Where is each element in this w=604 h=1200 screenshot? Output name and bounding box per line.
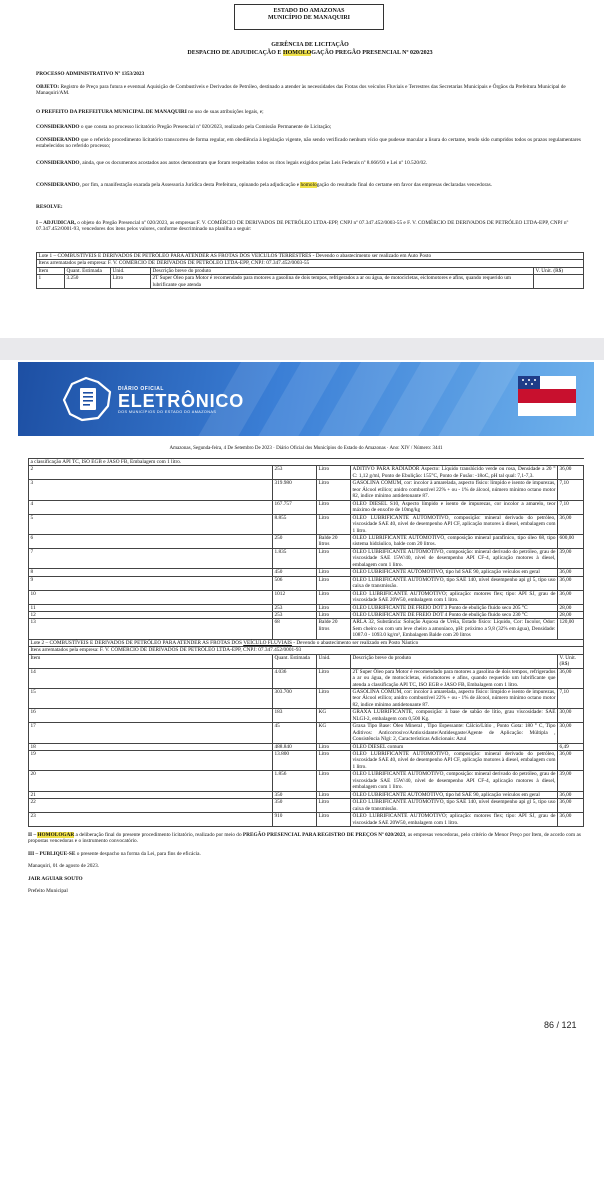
table-row xyxy=(29,751,584,771)
lote2-cell: 21 xyxy=(29,791,273,798)
lote2-cell: 36,00 xyxy=(558,813,584,827)
lote1-cell: 8.855 xyxy=(273,514,317,534)
lote2-cell: 30,00 xyxy=(558,723,584,743)
lote2-cell: Litro xyxy=(317,799,351,813)
lote1-cell: 36,00 xyxy=(558,569,584,576)
lote2-cell: 350 xyxy=(273,791,317,798)
lote1-cell: 7,10 xyxy=(558,500,584,514)
lote2-cell: Litro xyxy=(317,668,351,688)
lote1-cell: ÓLEO LUBRIFICANTE DE FREIO DOT 3 Ponto de ebulição fluido seco 205 °C xyxy=(351,604,558,611)
col-quant: Quant. Estimada xyxy=(65,267,111,274)
lote1-cell: 250 xyxy=(273,534,317,548)
lote2-cell: 183 xyxy=(273,709,317,723)
page-indicator: 86 / 121 xyxy=(544,1020,577,1030)
lote2-cell: Litro xyxy=(317,688,351,708)
lote1-cell: 7,10 xyxy=(558,480,584,500)
municipality-name: MUNICÍPIO DE MANAQUIRI xyxy=(268,15,350,22)
col-descricao-2: Descrição breve do produto xyxy=(351,654,558,668)
lote1-cell: 2 xyxy=(29,466,273,480)
table-row xyxy=(29,480,584,500)
table-row xyxy=(29,688,584,708)
col-unid: Unid. xyxy=(111,267,151,274)
lote1-cell: ÓLEO LUBRIFICANTE AUTOMOTIVO, tipo SAE 140, nível desempenho api gl 5, tipo uso caixa de transmissão. xyxy=(352,576,556,590)
lote2-cell: 15 xyxy=(29,688,273,708)
dateline: Amazonas, Segunda-feira, 4 De Setembro De 2023 · Diário Oficial dos Municípios do Estado do Amazonas · Ano: XIV / Número: 3441 xyxy=(169,446,443,451)
lote2-cell: 16 xyxy=(29,709,273,723)
considerando-2: CONSIDERANDO que o referido procedimento licitatório transcorreu de forma regular, em obediência à legislação vigente, não sendo verificado nenhum vício que pudesse macular a lisura do certame, tendo sido cumpridos todos os prazos regulamentares estabelecidos no referido processo; xyxy=(36,137,581,150)
lote1-cell: Litro xyxy=(317,590,351,604)
lote2-cell: 45 xyxy=(273,723,317,743)
table-row xyxy=(29,604,584,611)
lote1-cell: 68 xyxy=(273,619,317,639)
lote2-cell: 14 xyxy=(29,668,273,688)
lote2-cell: Litro xyxy=(317,813,351,827)
lote2-cell: 910 xyxy=(273,813,317,827)
lote1-cell: 600,00 xyxy=(558,534,584,548)
banner-title: ELETRÔNICO xyxy=(118,391,245,412)
page-gap xyxy=(0,338,604,360)
lote1-cell: 167.757 xyxy=(273,500,317,514)
lote2-cell: ÓLEO LUBRIFICANTE AUTOMOTIVO; aplicação: motores flex; tipo: API SJ, grau de viscosidade SAE 20W50, embalagem com 1 litro. xyxy=(352,813,556,826)
lote1-cell: 28,00 xyxy=(558,611,584,618)
lote2-cell: KG xyxy=(317,709,351,723)
lote1-cell: 319.980 xyxy=(273,480,317,500)
lote1-cell: Litro xyxy=(317,548,351,568)
lote2-cell: 39,00 xyxy=(558,771,584,791)
considerando-1: CONSIDERANDO o que consta no processo licitatório Pregão Presencial nº 020/2023, realizado pela Comissão Permanente de Licitação; xyxy=(36,124,332,130)
state-header-box xyxy=(234,4,384,30)
lote1-cell: 3 xyxy=(29,480,273,500)
lote1-cell: 36,00 xyxy=(558,576,584,590)
lote1-cell: 9 xyxy=(29,576,273,590)
lote1-cell: 450 xyxy=(273,569,317,576)
table-row xyxy=(29,590,584,604)
lote2-cell: Litro xyxy=(317,791,351,798)
lote1-cell: 12 xyxy=(29,611,273,618)
gerencia-title: GERÊNCIA DE LICITAÇÃO xyxy=(271,42,349,48)
table-row xyxy=(29,569,584,576)
lote1-cell: 7 xyxy=(29,548,273,568)
lote1-cell: ÓLEO LUBRIFICANTE AUTOMOTIVO, tipo hd SAE 90, aplicação veículos em geral xyxy=(351,569,558,576)
lote2-cell: Litro xyxy=(317,743,351,750)
lote1-cell: 1012 xyxy=(273,590,317,604)
objeto-paragraph: OBJETO: Registro de Preço para futura e eventual Aquisição de Combustíveis e Derivados de Petróleo, destinado a atender às necessidades das Frotas dos veículos Fluviais e Terrestres das Secretarias Municipais e Órgãos da Prefeitura Municipal de Manaquiri/AM. xyxy=(36,84,566,97)
signer-name: JAIR AGUIAR SOUTO xyxy=(28,875,83,882)
despacho-title: DESPACHO DE ADJUDICAÇÃO E HOMOLOGAÇÃO PREGÃO PRESENCIAL Nº 020/2023 xyxy=(187,50,433,56)
banner-subtitle: DOS MUNICÍPIOS DO ESTADO DO AMAZONAS xyxy=(118,410,217,415)
lote1-cell: 39,00 xyxy=(558,548,584,568)
table-row xyxy=(29,500,584,514)
lote2-cell: 1.856 xyxy=(273,771,317,791)
lote1-cell: 253 xyxy=(273,604,317,611)
homologar-paragraph: II – HOMOLOGAR a deliberação final do presente procedimento licitatório, realizado por meio do PREGÃO PRESENCIAL PARA REGISTRO DE PREÇOS Nº 020/2023, as empresas vencedoras, pelo critério de Menor Preço por Item, de acordo com as propostas vencedoras e o instrumento convocatório. xyxy=(28,832,581,845)
lote1-cell: 5 xyxy=(29,514,273,534)
lote2-cell: KG xyxy=(317,723,351,743)
document-page-1 xyxy=(30,0,590,338)
table-row xyxy=(29,619,584,639)
lote1-empresa: Itens arrematados pela empresa: F. V. COMÉRCIO DE DERIVADOS DE PETRÓLEO LTDA-EPP, CNPJ: 07.347.452/0003-55 xyxy=(37,260,584,267)
lote2-cell: 36,00 xyxy=(558,751,584,771)
col-descricao: Descrição breve do produto xyxy=(151,267,534,274)
local-date: Manaquiri, 01 de agosto de 2023. xyxy=(28,863,100,870)
lote1-cell: 253 xyxy=(273,466,317,480)
table-row xyxy=(29,668,584,688)
processo-number: PROCESSO ADMINISTRATIVO Nº 1353/2023 xyxy=(36,71,145,77)
prefeito-paragraph: O PREFEITO DA PREFEITURA MUNICIPAL DE MANAQUIRI no uso de suas atribuições legais, e; xyxy=(36,109,264,115)
lote2-cell: Litro xyxy=(317,771,351,791)
state-name: ESTADO DO AMAZONAS xyxy=(273,8,345,14)
table-row xyxy=(29,709,584,723)
table-row xyxy=(29,743,584,750)
lote1-cell: 13 xyxy=(29,619,273,639)
lote1-table-p1 xyxy=(36,252,584,289)
table-row xyxy=(29,534,584,548)
lote1-cell: Litro xyxy=(317,466,351,480)
amazonas-flag-icon xyxy=(518,376,576,416)
lote1-cell: 253 xyxy=(273,611,317,618)
lote1-cell: 11 xyxy=(29,604,273,611)
lote2-cell: 350 xyxy=(273,799,317,813)
adjudicar-paragraph: I – ADJUDICAR, o objeto do Pregão Presencial nº 020/2023, as empresas:F. V. COMÉRCIO DE DERIVADOS DE PETRÓLEO LTDA-EPP, CNPJ nº 07.347.452/0003-55 e F. V. COMÉRCIO DE DERIVADOS DE PETRÓLEO LTDA-EPP, CNPJ nº 07.347.452/0001-93, vencedores dos itens pelos valores, conforme descriminado na planilha a seguir: xyxy=(36,220,569,233)
signer-role: Prefeito Municipal xyxy=(28,888,68,895)
lote1-cell: Litro xyxy=(317,500,351,514)
banner-small: DIÁRIO OFICIAL xyxy=(118,386,164,392)
lote2-cell: 30,00 xyxy=(558,709,584,723)
col-item: Item xyxy=(37,267,65,274)
lote1-cell: 506 xyxy=(273,576,317,590)
table-row xyxy=(29,576,584,590)
lote1-cell: Litro xyxy=(317,611,351,618)
lote1-cell: ÓLEO LUBRIFICANTE AUTOMOTIVO, composição: mineral derivado do petróleo, viscosidade SAE 40, nível de desempenho API CF, aplicação motores à diesel, embalagem com 1 litro. xyxy=(352,514,556,534)
lote2-cell: 4.036 xyxy=(273,668,317,688)
lote1-cell: 28,00 xyxy=(558,604,584,611)
lote2-cell: ÓLEO DIESEL comum xyxy=(351,743,558,750)
table-row xyxy=(29,799,584,813)
lote2-cell: 18 xyxy=(29,743,273,750)
lote1-cell: Balde 20 litros xyxy=(317,534,351,548)
lote2-cell: 20 xyxy=(29,771,273,791)
lote2-cell: Litro xyxy=(317,751,351,771)
document-page-2 xyxy=(18,362,594,1196)
lote1-cell: 10 xyxy=(29,590,273,604)
lote2-cell: 23 xyxy=(29,813,273,827)
lote2-cell: GASOLINA COMUM, cor: incolor à amarelada, aspecto físico: límpido e isento de impurezas, teor Álcool etílico; anidro combustível 22% + ou - 1% de álcool, número mínimo octano motor 82, indice mínimo antidetonante 87. xyxy=(352,688,556,708)
col-vunit: V. Unit. (R$) xyxy=(534,267,584,274)
lote1-cell: ÓLEO LUBRIFICANTE AUTOMOTIVO, composição: mineral derivado do petróleo, grau de viscosidade SAE 15W/40, nível de desempenho API CF-4, aplicação motores à diesel, embalagem com 1 litro. xyxy=(352,548,556,568)
table-row: a classificação API TC, ISO EGB e JASO FB, Embalagem com 1 litro. xyxy=(29,459,584,466)
resolve-label: RESOLVE: xyxy=(36,204,63,210)
lote2-cell: 7,10 xyxy=(558,688,584,708)
lote2-cell: GRAXA LUBRIFICANTE, composição: à base de sabão de lítio, grau viscosidade: SAE NLGI-2, embalagem com 0,500 Kg. xyxy=(352,709,556,722)
lote1-cell: ÓLEO DIESEL S10, Aspecto límpido e isento de impurezas, cor incolor a amarelo, teor máximo de enxofre de 10mg/kg xyxy=(352,500,556,514)
lote2-cell: 22 xyxy=(29,799,273,813)
lote1-cell: Litro xyxy=(317,480,351,500)
lote2-cell: ÓLEO LUBRIFICANTE AUTOMOTIVO, tipo hd SAE 90, aplicação veículos em geral xyxy=(351,791,558,798)
table-row xyxy=(29,813,584,827)
table-row xyxy=(29,514,584,534)
lote1-cell: ARLA 32, Substância: Solução Aquosa de Uréia, Estado físico: Líquido, Cor: Incolor, Odor: Sem cheiro ou com um leve cheiro a amoníaco, pH: próximo a 9,8 (32% em água), Densidade: 1087.0 - 1093.0 kg/m³, Embalagem Balde com 20 litros xyxy=(352,619,556,639)
lote1-cell: Balde 20 litros xyxy=(317,619,351,639)
lote2-cell: 36,00 xyxy=(558,799,584,813)
publique-paragraph: III – PUBLIQUE-SE o presente despacho na forma da Lei, para fins de eficácia. xyxy=(28,850,201,857)
table-row xyxy=(29,611,584,618)
lote1-header: Lote 1 – COMBUSTÍVEIS E DERIVADOS DE PETRÓLEO PARA ATENDER AS FROTAS DOS VEÍCULOS TERRESTRES - Devendo o abastecimento ser realizado em Auto Posto xyxy=(37,253,584,260)
lote1-cell: Litro xyxy=(317,514,351,534)
considerando-3: CONSIDERANDO, ainda, que os documentos acostados aos autos demonstram que foram respeitados todos os ritos legais exigidos pelas Leis Federais nº 8.666/93 e Lei nº 10.520/02. xyxy=(36,160,428,166)
table-row: 1 3.250 Litro 2T Super Óleo para Motor é recomendado para motores a gasolina de dois tempos, refrigerados a ar ou água, de motocicletas, eiclomotores e afins, quando requerido um lubrificante que atenda xyxy=(37,275,584,289)
lote1-cell: 120,00 xyxy=(558,619,584,639)
table-row xyxy=(29,548,584,568)
lote1-cell: GASOLINA COMUM, cor: incolor à amarelada, aspecto físico: límpido e isento de impurezas, teor Álcool etílico; anidro combustível 22% + ou - 1% de álcool, número mínimo octano motor 82, indice mínimo antidetonante 87. xyxy=(352,480,556,500)
lote2-cell: ÓLEO LUBRIFICANTE AUTOMOTIVO, tipo SAE 140, nível desempenho api gl 5, tipo uso caixa de transmissão. xyxy=(352,799,556,812)
lote1-cell: 6 xyxy=(29,534,273,548)
lote2-cell: 6,49 xyxy=(558,743,584,750)
col-quant-2: Quant. Estimada xyxy=(273,654,317,668)
col-item-2: Item xyxy=(29,654,273,668)
lote2-cell: Graxa Tipo Base: Óleo Mineral , Tipo Espessante: Cálcio/Lítio , Ponto Gota: 180 ° C, Tipo Aditivos: Anticorrosivo/Antioxidante/Antidesgaste/Agente de Aplicação: Múltipla , Consistência Nlgi: 2, Características Adicionais: Azul xyxy=(352,723,556,743)
banner-title-block xyxy=(118,386,244,415)
lote1-cell: Litro xyxy=(317,569,351,576)
table-row xyxy=(29,466,584,480)
col-unid-2: Unid. xyxy=(317,654,351,668)
lote1-cell: 36,00 xyxy=(558,590,584,604)
diario-oficial-banner xyxy=(18,362,594,436)
lote1-cell: Litro xyxy=(317,576,351,590)
lote1-cell: ÓLEO LUBRIFICANTE AUTOMOTIVO; aplicação: motores flex; tipo: API SJ, grau de viscosidade SAE 20W50, embalagem com 1 litro. xyxy=(352,590,556,604)
lote1-cell: 36,00 xyxy=(558,514,584,534)
lote1-cell: ÓLEO LUBRIFICANTE DE FREIO DOT 4 Ponto de ebulição fluido seco 230 °C xyxy=(351,611,558,618)
amazonas-map-icon xyxy=(58,370,116,428)
table-row xyxy=(29,723,584,743)
lote2-empresa: Itens arrematados pela empresa: F. V. COMÉRCIO DE DERIVADOS DE PETRÓLEO LTDA-EPP, CNPJ: 07.347.452/0001-93 xyxy=(29,647,584,654)
table-row xyxy=(29,771,584,791)
lote1-cell: ADITIVO PARA RADIADOR Aspecto: Líquido translúcido verde ou rosa, Densidade a 20 ° C: 1,12 g/ml, Ponto de Ebulição: 155°C, Ponto de Fusão: -18oC, pH tal qual: 7,1-7,3. xyxy=(352,466,556,479)
considerando-4: CONSIDERANDO, por fim, a manifestação exarada pela Assessoria Jurídica desta Prefeitura, opinando pela adjudicação e homologação do resultado final do certame em favor das empresas declaradas vencedoras. xyxy=(36,182,492,188)
page2-content xyxy=(28,458,584,895)
lote2-cell: 36,00 xyxy=(558,791,584,798)
lote2-cell: ÓLEO LUBRIFICANTE AUTOMOTIVO, composição: mineral derivado do petróleo, viscosidade SAE 40, nível de desempenho API CF, aplicação motores à diesel, embalagem com 1 litro. xyxy=(352,751,556,770)
lote1-cell: 8 xyxy=(29,569,273,576)
lote2-cell: 303.700 xyxy=(273,688,317,708)
col-vunit-2: V. Unit. (R$) xyxy=(558,654,584,668)
table-row xyxy=(29,791,584,798)
lote1-cell: 36,00 xyxy=(558,466,584,480)
lote1-cell: Litro xyxy=(317,604,351,611)
lote1-cell: 1.835 xyxy=(273,548,317,568)
lote1-table-continued xyxy=(28,458,584,827)
lote2-cell: 17 xyxy=(29,723,273,743)
lote2-cell: 36,00 xyxy=(558,668,584,688)
lote1-cell: 4 xyxy=(29,500,273,514)
lote2-cell: ÓLEO LUBRIFICANTE AUTOMOTIVO, composição: mineral derivado do petróleo, grau de viscosidade SAE 15W/40, nível de desempenho API CF-4, aplicação motores à diesel, embalagem com 1 litro. xyxy=(352,771,556,791)
lote2-cell: 488.840 xyxy=(273,743,317,750)
lote2-cell: 19 xyxy=(29,751,273,771)
lote2-header: Lote 2 – COMBUSTÍVEIS E DERIVADOS DE PETRÓLEO PARA ATENDER AS FROTAS DOS VEÍCULO FLUVIAIS - Devendo o abastecimento ser realizado em Posto Náutico xyxy=(29,639,584,646)
lote1-cell: ÓLEO LUBRIFICANTE AUTOMOTIVO, composição mineral parafínico, tipo óleo 68, tipo sistema hidráulico, balde com 20 litros. xyxy=(352,534,556,548)
lote2-cell: 13.800 xyxy=(273,751,317,771)
lote2-cell: 2T Super Óleo para Motor é recomendado para motores a gasolina de dois tempos, refrigerados a ar ou água, de motocicletas, eiclomotores e afins, quando requerido um lubrificante que atenda a classificação API TC, ISO EGB e JASO FB, Embalagem com 1 litro. xyxy=(352,668,556,688)
